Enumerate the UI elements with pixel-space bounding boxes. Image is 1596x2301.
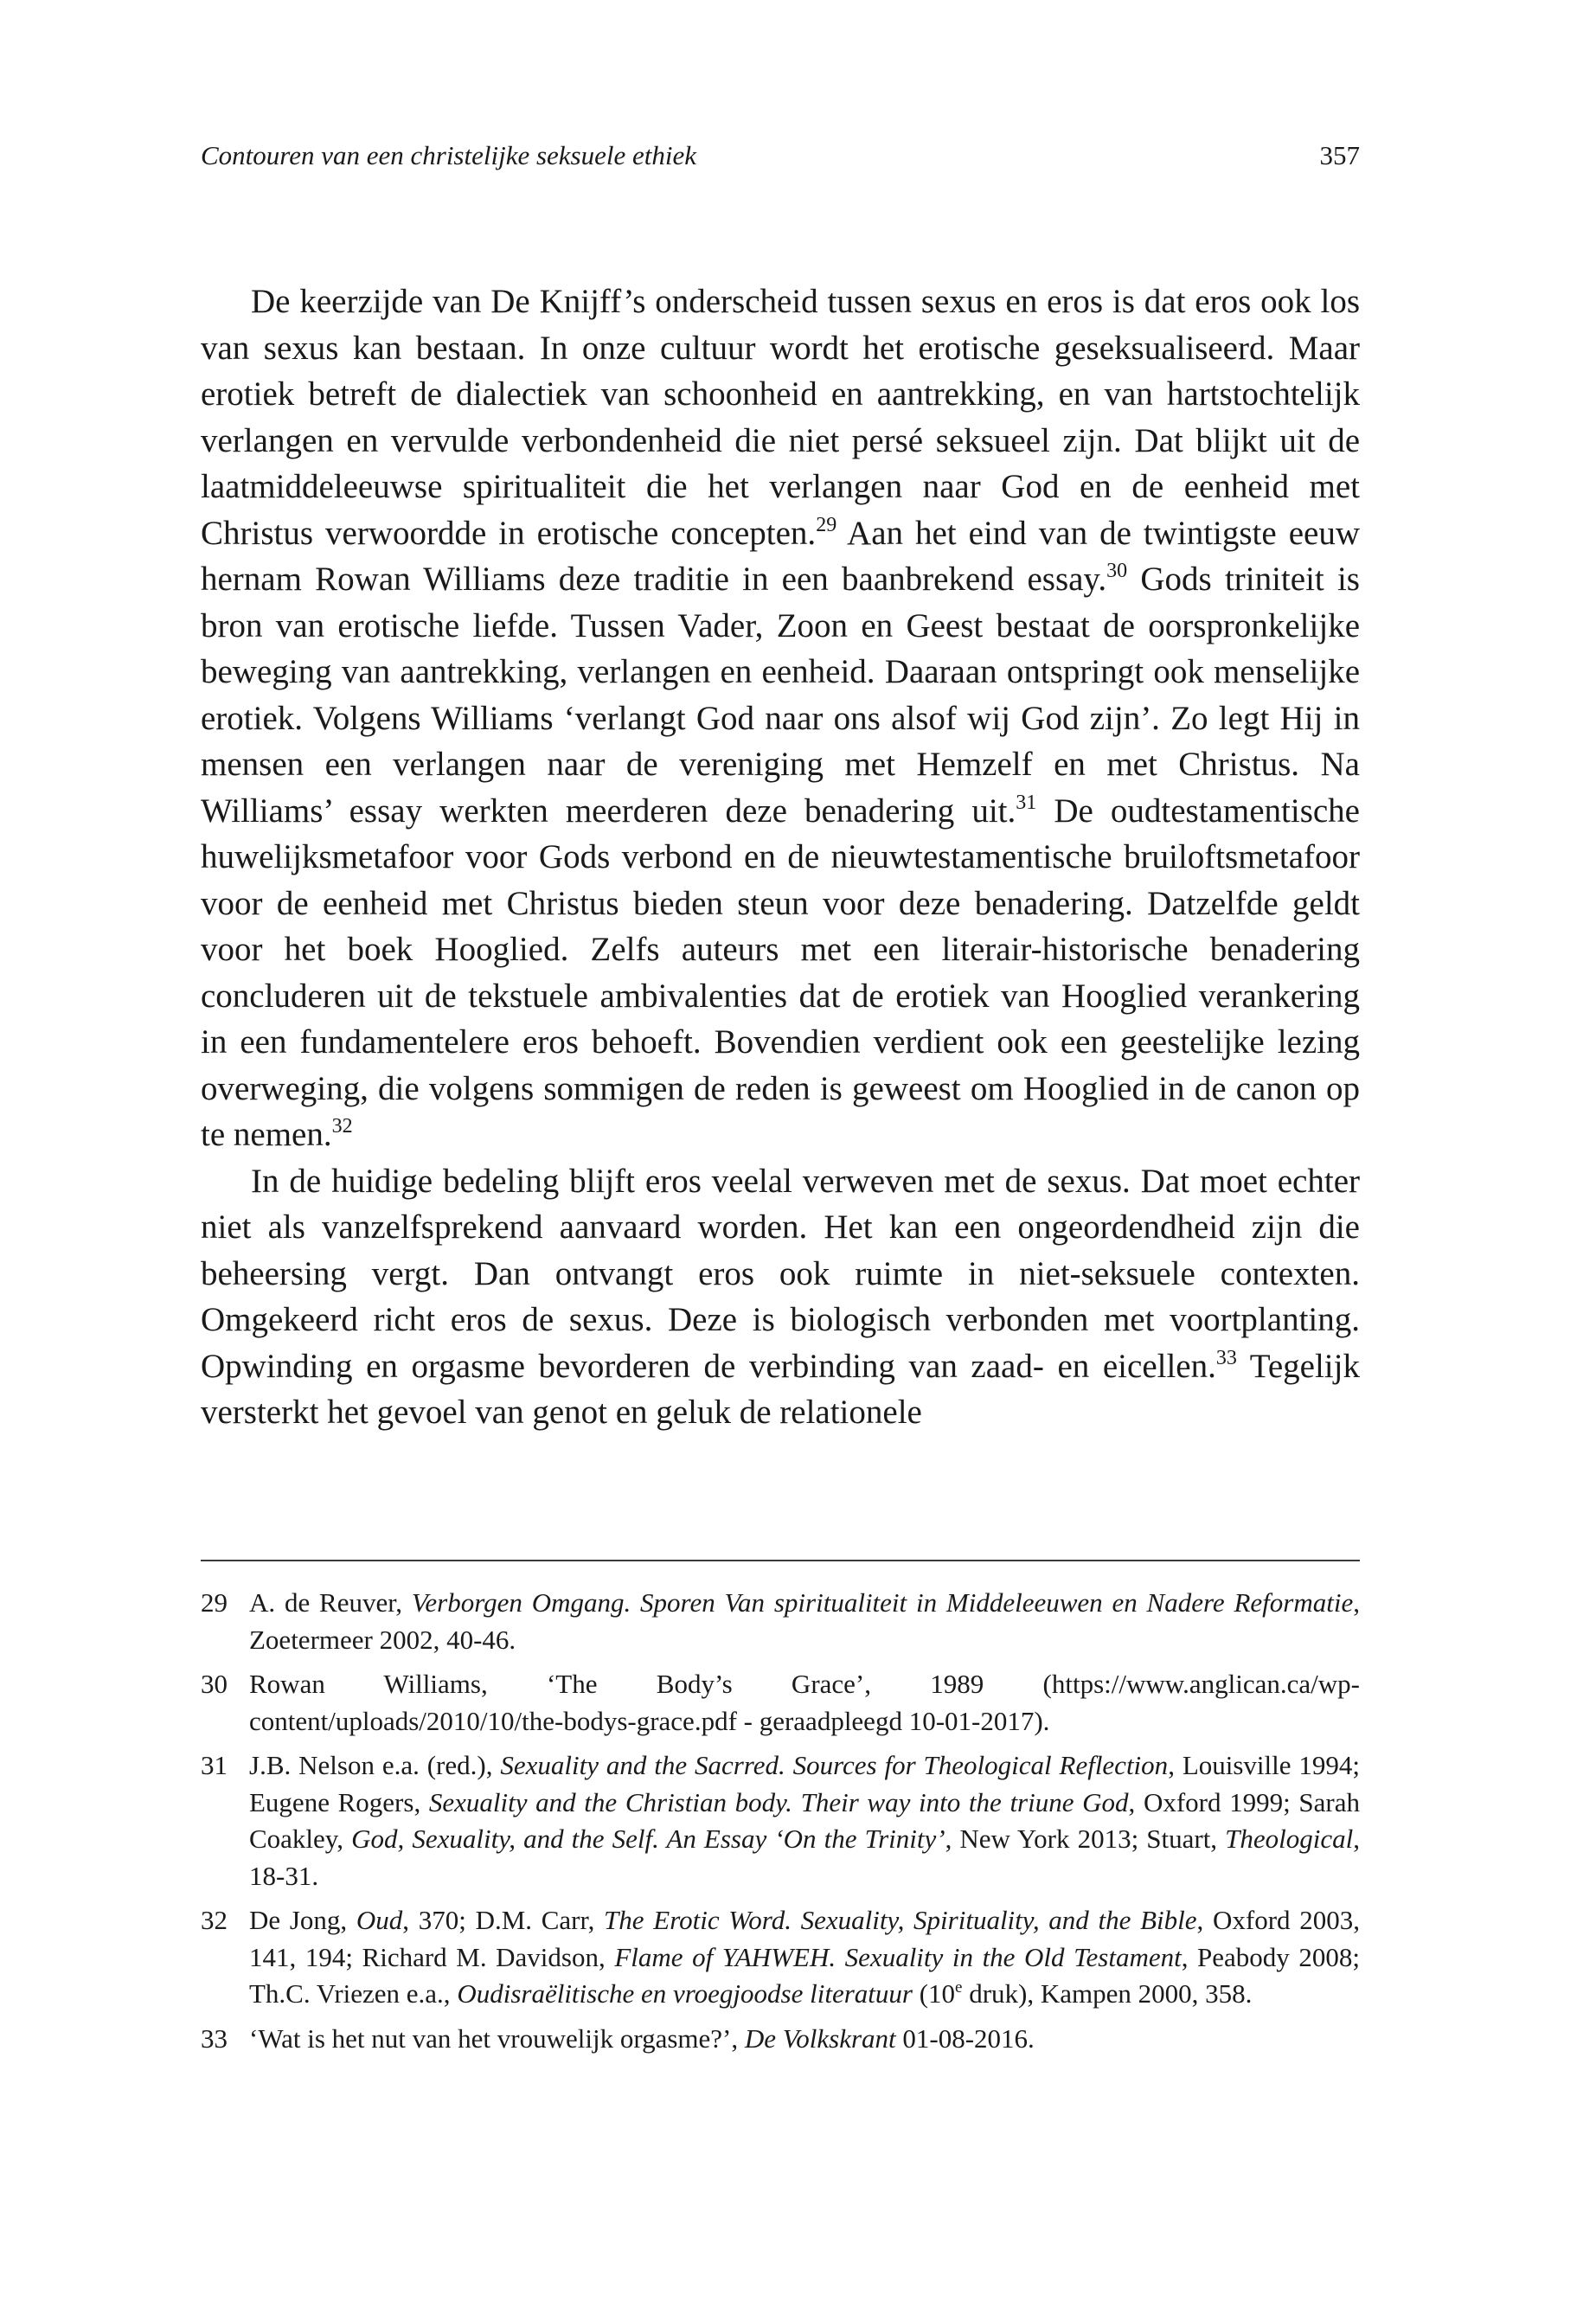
footnote-title: Oud	[356, 1905, 403, 1935]
footnote-title: Sexuality and the Christian body. Their way into the triune God	[428, 1786, 1129, 1817]
footnote-30	[201, 1666, 1360, 1740]
footnote-text: druk), Kampen 2000, 358.	[962, 1978, 1253, 2009]
footnote-text: , Oxford 1999; Sarah Coakley,	[249, 1786, 1361, 1854]
footnote-text: , Zoetermeer 2002, 40-46.	[249, 1587, 1360, 1655]
footnote-title: The Erotic Word. Sexuality, Spirituality, and the Bible	[604, 1905, 1197, 1935]
footnote-title: Theological	[1225, 1823, 1354, 1854]
footnote-text: J.B. Nelson e.a. (red.),	[249, 1750, 501, 1780]
footnote-33	[201, 2021, 1360, 2058]
footnote-number: 31	[201, 1750, 228, 1780]
footnote-text: A. de Reuver,	[249, 1587, 412, 1618]
footnote-text: (10	[912, 1978, 956, 2009]
edition-superscript: e	[955, 1978, 963, 1997]
paragraph-2-text-2: Tegelijk versterkt het gevoel van genot en geluk de relationele	[201, 1347, 1360, 1431]
footnote-divider	[201, 1560, 1360, 1561]
paragraph-1-text-1: De keerzijde van De Knijff’s onderscheid tussen sexus en eros is dat eros ook los van sexus kan bestaan. In onze cultuur wordt het erotische geseksualiseerd. Maar erotiek betreft de dialectiek van schoonheid en aantrekking, en van hartstochtelijk verlangen en vervulde verbondenheid die niet persé seksueel zijn. Dat blijkt uit de laatmiddeleeuwse spiritualiteit die het verlangen naar God en de eenheid met Christus verwoordde in erotische concepten.	[201, 283, 1360, 552]
footnote-text: , 370; D.M. Carr,	[402, 1905, 605, 1935]
footnote-ref-30: 30	[1106, 560, 1128, 582]
paragraph-1	[201, 279, 1360, 1158]
footnote-number: 29	[201, 1587, 228, 1618]
footnote-number: 32	[201, 1905, 228, 1935]
running-header	[201, 138, 1360, 182]
footnote-text: , 18-31.	[249, 1823, 1361, 1891]
footnote-title: God, Sexuality, and the Self. An Essay ‘On the Trinity’	[351, 1823, 945, 1854]
paragraph-1-text-2: Aan het eind van de twintigste eeuw hernam Rowan Williams deze traditie in een baanbrekend essay.	[201, 514, 1360, 598]
footnotes	[201, 1585, 1360, 2065]
footnote-ref-31: 31	[1016, 791, 1037, 814]
footnote-31	[201, 1747, 1360, 1894]
footnote-text: , New York 2013; Stuart,	[945, 1823, 1226, 1854]
footnote-title: De Volkskrant	[744, 2022, 896, 2054]
paragraph-1-text-3: Gods triniteit is bron van erotische liefde. Tussen Vader, Zoon en Geest bestaat de oorspronkelijke beweging van aantrekking, verlangen en eenheid. Daaraan ontspringt ook menselijke erotiek. Volgens Williams ‘verlangt God naar ons alsof wij God zijn’. Zo legt Hij in mensen een verlangen naar de vereniging met Hemzelf en met Christus. Na Williams’ essay werkten meerderen deze benadering uit.	[201, 561, 1360, 830]
paragraph-2-text-1: In de huidige bedeling blijft eros veelal verweven met de sexus. Dat moet echter niet als vanzelfsprekend aanvaard worden. Het kan een ongeordendheid zijn die beheersing vergt. Dan ontvangt eros ook ruimte in niet-seksuele contexten. Omgekeerd richt eros de sexus. Deze is biologisch verbonden met voortplanting. Opwinding en orgasme bevorderen de verbinding van zaad- en eicellen.	[201, 1162, 1360, 1385]
page-number: 357	[1319, 140, 1360, 170]
footnote-number: 30	[201, 1669, 228, 1699]
footnote-number: 33	[201, 2022, 228, 2054]
footnote-title: Oudisraëlitische en vroegjoodse literatuur	[457, 1978, 913, 2009]
paragraph-1-text-4: De oudtestamentische huwelijksmetafoor voor Gods verbond en de nieuwtestamentische bruiloftsmetafoor voor de eenheid met Christus bieden steun voor deze benadering. Datzelfde geldt voor het boek Hooglied. Zelfs auteurs met een literair-historische benadering concluderen uit de tekstuele ambivalenties dat de erotiek van Hooglied verankering in een fundamentelere eros behoeft. Bovendien verdient ook een geestelijke lezing overweging, die volgens sommigen de reden is geweest om Hooglied in de canon op te nemen.	[201, 792, 1360, 1153]
footnote-29	[201, 1585, 1360, 1658]
footnote-title: Verborgen Omgang. Sporen Van spiritualiteit in Middeleeuwen en Nadere Reformatie	[411, 1587, 1354, 1618]
footnote-text: ‘Wat is het nut van het vrouwelijk orgasme?’,	[249, 2022, 745, 2054]
footnote-ref-32: 32	[331, 1115, 353, 1138]
body-text	[201, 279, 1360, 1436]
footnote-text: , Oxford 2003, 141, 194; Richard M. Davidson,	[249, 1905, 1360, 1972]
footnote-text: 01-08-2016.	[895, 2022, 1035, 2054]
footnote-text: De Jong,	[249, 1905, 356, 1935]
footnote-text: Rowan Williams, ‘The Body’s Grace’, 1989 (https://www.anglican.ca/wp-content/uploads/2010/10/the-bodys-grace.pdf - geraadpleegd 10-01-2017).	[249, 1669, 1360, 1736]
running-header-title: Contouren van een christelijke seksuele ethiek	[201, 140, 697, 170]
footnote-text: , Louisville 1994; Eugene Rogers,	[249, 1750, 1361, 1817]
paragraph-2	[201, 1158, 1360, 1436]
footnote-text: , Peabody 2008; Th.C. Vriezen e.a.,	[249, 1941, 1360, 2009]
footnote-title: Sexuality and the Sacrred. Sources for Theological Reflection	[500, 1750, 1169, 1780]
footnote-32	[201, 1902, 1360, 2013]
footnote-ref-29: 29	[816, 513, 837, 536]
footnote-title: Flame of YAHWEH. Sexuality in the Old Testament	[614, 1941, 1182, 1972]
footnote-ref-33: 33	[1215, 1346, 1237, 1369]
